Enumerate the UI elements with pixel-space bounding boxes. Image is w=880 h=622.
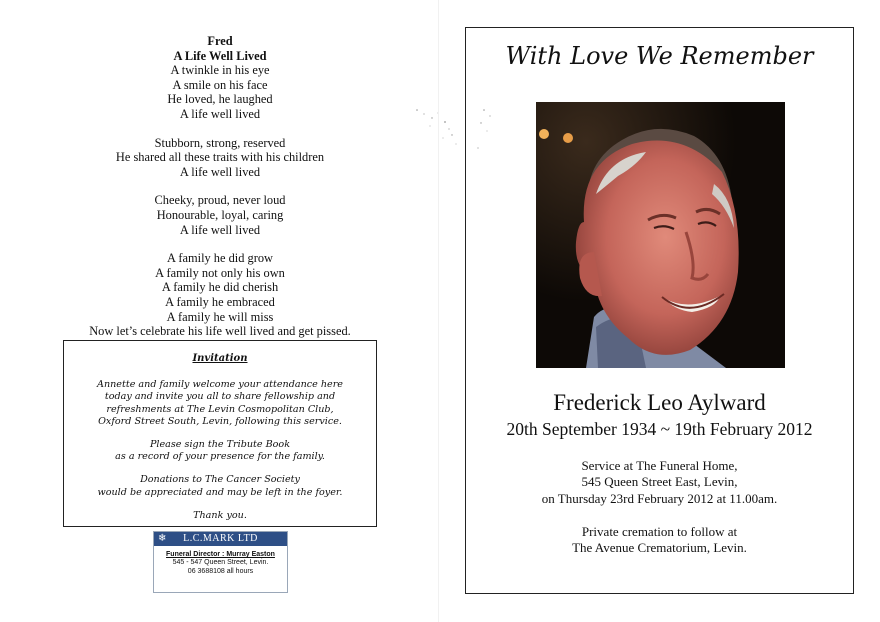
service-line: 545 Queen Street East, Levin, [581, 474, 738, 490]
invitation-line: Annette and family welcome your attendance here [97, 379, 343, 391]
director-name: Funeral Director : Murray Easton [166, 551, 275, 558]
poem-line: Now let’s celebrate his life well lived and get pissed. [89, 324, 351, 339]
service-line: on Thursday 23rd February 2012 at 11.00am. [541, 490, 778, 506]
page-fold [438, 0, 439, 622]
invitation-thanks: Thank you. [193, 509, 247, 521]
poem-stanza [40, 34, 400, 122]
invitation-line: refreshments at The Levin Cosmopolitan Club, [106, 403, 334, 415]
poem-stanza [40, 136, 400, 180]
invitation-paragraph [74, 510, 366, 522]
invitation-box [63, 340, 377, 527]
poem-line: He shared all these traits with his children [115, 150, 325, 165]
funeral-director-card [153, 531, 288, 593]
poem-line: Honourable, loyal, caring [156, 207, 284, 222]
cover-page [465, 27, 854, 594]
poem-line: A family not only his own [155, 265, 285, 280]
invitation-line: Oxford Street South, Levin, following this service. [98, 415, 342, 427]
portrait-photo [536, 102, 785, 368]
invitation-line: would be appreciated and may be left in the foyer. [97, 486, 343, 498]
cremation-details [466, 524, 853, 557]
deceased-name: Frederick Leo Aylward [553, 390, 766, 415]
cover-heading: With Love We Remember [505, 42, 814, 70]
invitation-paragraph [74, 379, 366, 428]
director-phone: 06 3688108 all hours [187, 567, 254, 575]
poem-line: He loved, he laughed [167, 92, 273, 107]
poem-title-name: Fred [207, 34, 233, 48]
cremation-line: Private cremation to follow at [581, 524, 738, 539]
director-address: 545 - 547 Queen Street, Levin. [172, 559, 269, 567]
poem-title: A Life Well Lived [173, 48, 267, 63]
invitation-line: as a record of your presence for the family. [115, 451, 325, 463]
poem-line: A twinkle in his eye [170, 63, 270, 78]
director-banner [154, 532, 287, 546]
invitation-heading: Invitation [192, 353, 248, 364]
poem-line: A family he will miss [166, 309, 274, 324]
poem-line: A life well lived [179, 164, 261, 179]
invitation-line: today and invite you all to share fellowship and [104, 391, 336, 403]
invitation-paragraph [74, 474, 366, 498]
poem-line: Cheeky, proud, never loud [154, 193, 286, 208]
poem-stanza [40, 193, 400, 237]
poem-line: A family he did grow [167, 251, 273, 266]
poem-line: A family he embraced [165, 294, 275, 309]
poem-stanza [40, 251, 400, 339]
invitation-line: Please sign the Tribute Book [149, 439, 291, 451]
poem-line: A life well lived [179, 106, 261, 121]
poem-line: Stubborn, strong, reserved [154, 135, 286, 150]
director-details [154, 546, 287, 576]
invitation-line: Donations to The Cancer Society [140, 474, 300, 486]
company-name: L.C.MARK LTD [183, 533, 258, 544]
invitation-paragraph [74, 439, 366, 463]
service-details [466, 458, 853, 507]
service-line: Service at The Funeral Home, [581, 458, 738, 473]
poem-line: A smile on his face [172, 77, 268, 92]
company-logo-icon: ❄ [158, 533, 167, 544]
poem-line: A life well lived [179, 222, 261, 237]
tribute-poem [40, 34, 400, 339]
poem-line: A family he did cherish [161, 280, 279, 295]
life-dates: 20th September 1934 ~ 19th February 2012 [506, 419, 813, 439]
cremation-line: The Avenue Crematorium, Levin. [572, 540, 747, 556]
